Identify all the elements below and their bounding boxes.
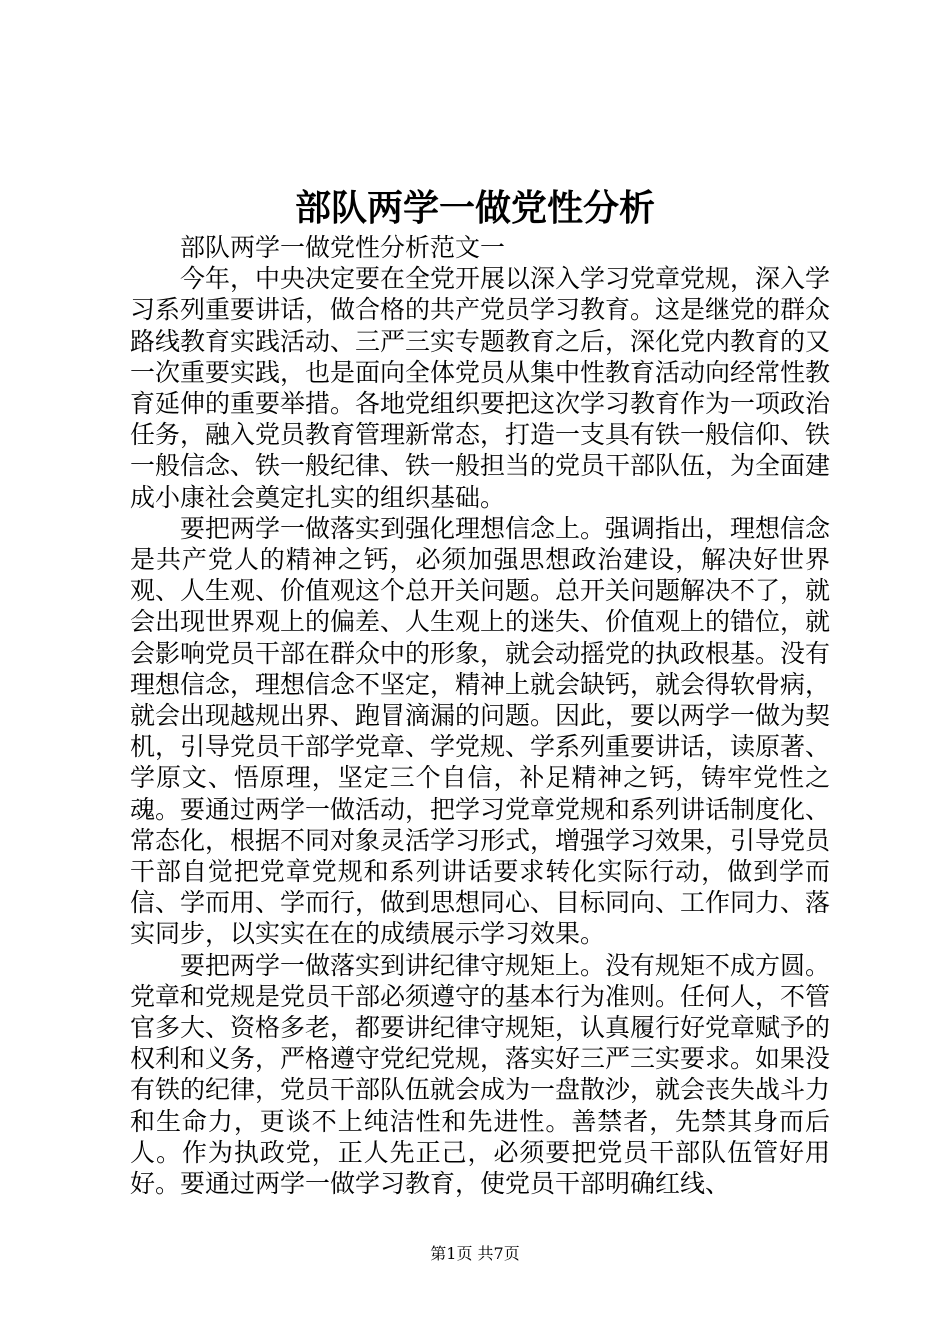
document-title: 部队两学一做党性分析 bbox=[294, 187, 655, 229]
paragraph-2: 要把两学一做落实到强化理想信念上。强调指出，理想信念是共产党人的精神之钙，必须加强思想政治建设，解决好世界观、人生观、价值观这个总开关问题。总开关问题解决不了，就会出现世界观上的偏差、人生观上的迷失、价值观上的错位，就会影响党员干部在群众中的形象，就会动摇党的执政根基。没有理想信念，理想信念不坚定，精神上就会缺钙，就会得软骨病，就会出现越规出界、跑冒滴漏的问题。因此，要以两学一做为契机，引导党员干部学党章、学党规、学系列重要讲话，读原著、学原文、悟原理，坚定三个自信，补足精神之钙，铸牢党性之魂。要通过两学一做活动，把学习党章党规和系列讲话制度化、常态化，根据不同对象灵活学习形式，增强学习效果，引导党员干部自觉把党章党规和系列讲话要求转化实际行动，做到学而信、学而用、学而行，做到思想同心、目标同向、工作同力、落实同步，以实实在在的成绩展示学习效果。 bbox=[130, 513, 831, 949]
paragraph-1: 今年，中央决定要在全党开展以深入学习党章党规，深入学习系列重要讲话，做合格的共产党员学习教育。这是继党的群众路线教育实践活动、三严三实专题教育之后，深化党内教育的又一次重要实践，也是面向全体党员从集中性教育活动向经常性教育延伸的重要举措。各地党组织要把这次学习教育作为一项政治任务，融入党员教育管理新常态，打造一支具有铁一般信仰、铁一般信念、铁一般纪律、铁一般担当的党员干部队伍，为全面建成小康社会奠定扎实的组织基础。 bbox=[130, 264, 831, 512]
page-indicator: 第1页 共7页 bbox=[430, 1244, 520, 1263]
document-body bbox=[130, 232, 830, 1199]
document-subtitle: 部队两学一做党性分析范文一 bbox=[180, 233, 506, 262]
paragraph-3: 要把两学一做落实到讲纪律守规矩上。没有规矩不成方圆。党章和党规是党员干部必须遵守的基本行为准则。任何人，不管官多大、资格多老，都要讲纪律守规矩，认真履行好党章赋予的权利和义务，严格遵守党纪党规，落实好三严三实要求。如果没有铁的纪律，党员干部队伍就会成为一盘散沙，就会丧失战斗力和生命力，更谈不上纯洁性和先进性。善禁者，先禁其身而后人。作为执政党，正人先正己，必须要把党员干部队伍管好用好。要通过两学一做学习教育，使党员干部明确红线、 bbox=[130, 950, 831, 1199]
